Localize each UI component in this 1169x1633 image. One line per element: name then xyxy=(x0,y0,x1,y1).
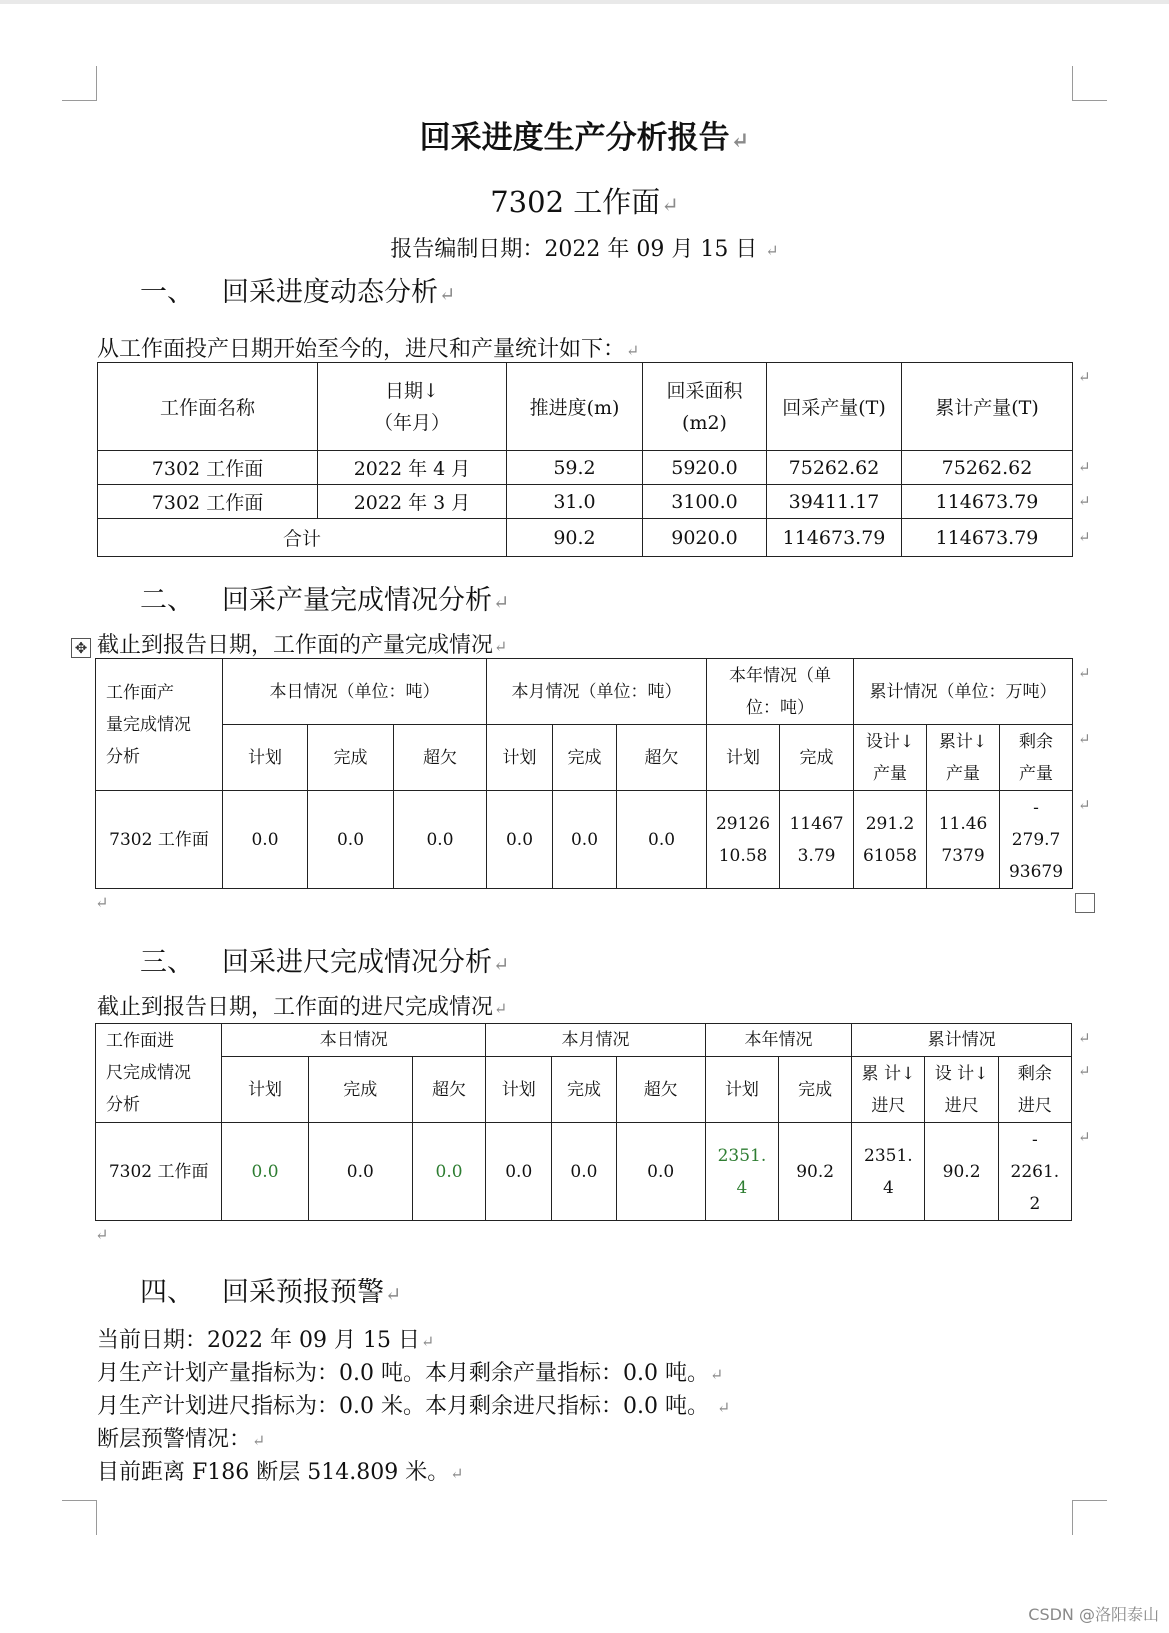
section2-intro: 截止到报告日期，工作面的产量完成情况↵ xyxy=(97,633,508,658)
cell: 90.2 xyxy=(779,1123,852,1221)
row-end-mark: ↵ xyxy=(1078,492,1091,510)
table-row xyxy=(96,1123,1072,1221)
sub-header: 累 计↓ 进尺 xyxy=(852,1057,925,1123)
header-cell: 回采面积 (m2) xyxy=(643,363,767,451)
margin-corner-mark xyxy=(62,66,97,101)
cell: 90.2 xyxy=(925,1123,998,1221)
cell: 0.0 xyxy=(617,791,707,889)
sub-header: 完成 xyxy=(552,1057,616,1123)
group-header: 本日情况 xyxy=(222,1024,486,1057)
group-header: 本年情况 xyxy=(705,1024,851,1057)
group-header: 累计情况（单位：万吨） xyxy=(854,659,1073,725)
cell: 2351. 4 xyxy=(852,1123,925,1221)
cell: - 2261. 2 xyxy=(998,1123,1071,1221)
cell: 114673.79 xyxy=(902,485,1073,519)
cell: 11467 3.79 xyxy=(780,791,854,889)
sub-header: 完成 xyxy=(780,725,854,791)
monthly-footage-line: 月生产计划进尺指标为：0.0 米。本月剩余进尺指标：0.0 吨。 ↵ xyxy=(97,1394,731,1419)
page-top-edge xyxy=(0,0,1169,4)
cell: 0.0 xyxy=(486,1123,552,1221)
sub-header: 完成 xyxy=(308,1057,412,1123)
sub-header: 计划 xyxy=(705,1057,778,1123)
group-header: 本年情况（单 位：吨） xyxy=(707,659,854,725)
empty-paragraph-mark: ↵ xyxy=(95,1225,109,1244)
sub-header: 超欠 xyxy=(394,725,487,791)
cell: 9020.0 xyxy=(643,519,767,557)
header-cell: 回采产量(T) xyxy=(767,363,902,451)
cell: 3100.0 xyxy=(643,485,767,519)
table-row xyxy=(98,485,1073,519)
cell: 0.0 xyxy=(487,791,553,889)
section3-heading: 三、 回采进尺完成情况分析↵ xyxy=(140,947,510,978)
sub-header: 超欠 xyxy=(617,725,707,791)
cell: 7302 工作面 xyxy=(98,451,318,485)
cell: 291.2 61058 xyxy=(854,791,927,889)
cell: 7302 工作面 xyxy=(98,485,318,519)
cell: 0.0 xyxy=(223,791,308,889)
cell: 0.0 xyxy=(616,1123,705,1221)
cell: 39411.17 xyxy=(767,485,902,519)
section3-intro: 截止到报告日期，工作面的进尺完成情况↵ xyxy=(97,995,508,1020)
cell: 0.0 xyxy=(222,1123,308,1221)
cell: 11.46 7379 xyxy=(927,791,1000,889)
cell: 7302 工作面 xyxy=(96,1123,222,1221)
sub-header: 计划 xyxy=(223,725,308,791)
row-end-mark: ↵ xyxy=(1078,664,1091,682)
sub-header: 超欠 xyxy=(616,1057,705,1123)
sub-header: 剩余 产量 xyxy=(1000,725,1073,791)
monthly-output-line: 月生产计划产量指标为：0.0 吨。本月剩余产量指标：0.0 吨。↵ xyxy=(97,1361,724,1386)
row-end-mark: ↵ xyxy=(1078,1062,1091,1080)
fault-distance-line: 目前距离 F186 断层 514.809 米。↵ xyxy=(97,1460,464,1485)
sub-header: 完成 xyxy=(553,725,617,791)
group-header: 本日情况（单位：吨） xyxy=(223,659,487,725)
cell: 7302 工作面 xyxy=(96,791,223,889)
document-title: 回采进度生产分析报告↵ xyxy=(419,120,750,156)
cell: 29126 10.58 xyxy=(707,791,780,889)
sub-header: 设计↓ 产量 xyxy=(854,725,927,791)
margin-corner-mark xyxy=(1072,66,1107,101)
fault-warning-label: 断层预警情况：↵ xyxy=(97,1427,266,1452)
header-cell: 日期↓ （年月） xyxy=(318,363,507,451)
header-cell: 累计产量(T) xyxy=(902,363,1073,451)
watermark: CSDN @洛阳泰山 xyxy=(1028,1605,1159,1624)
row-end-mark: ↵ xyxy=(1078,458,1091,476)
table-row xyxy=(96,791,1073,889)
cell: 合计 xyxy=(98,519,507,557)
cell: 31.0 xyxy=(507,485,643,519)
margin-corner-mark xyxy=(1072,1500,1107,1535)
progress-table xyxy=(97,362,1073,557)
sub-header: 累计↓ 产量 xyxy=(927,725,1000,791)
cell: 0.0 xyxy=(394,791,487,889)
row-end-mark: ↵ xyxy=(1078,528,1091,546)
cell: 0.0 xyxy=(553,791,617,889)
cell: 90.2 xyxy=(507,519,643,557)
cell: 59.2 xyxy=(507,451,643,485)
footage-completion-table xyxy=(95,1023,1072,1221)
cell: 114673.79 xyxy=(902,519,1073,557)
sub-header: 计划 xyxy=(222,1057,308,1123)
cell: 2022 年 3 月 xyxy=(318,485,507,519)
section4-heading: 四、 回采预报预警↵ xyxy=(140,1277,402,1308)
corner-header: 工作面进 尺完成情况 分析 xyxy=(96,1024,222,1123)
sub-header: 完成 xyxy=(779,1057,852,1123)
section2-heading: 二、 回采产量完成情况分析↵ xyxy=(140,585,510,616)
cell: - 279.7 93679 xyxy=(1000,791,1073,889)
cell: 2022 年 4 月 xyxy=(318,451,507,485)
cell: 5920.0 xyxy=(643,451,767,485)
section1-heading: 一、 回采进度动态分析↵ xyxy=(140,277,456,308)
margin-corner-mark xyxy=(62,1500,97,1535)
empty-paragraph-mark: ↵ xyxy=(95,893,109,912)
cell: 75262.62 xyxy=(902,451,1073,485)
group-header: 本月情况 xyxy=(486,1024,706,1057)
cell: 0.0 xyxy=(552,1123,616,1221)
sub-header: 设 计↓ 进尺 xyxy=(925,1057,998,1123)
sub-header: 计划 xyxy=(487,725,553,791)
sub-header: 计划 xyxy=(707,725,780,791)
sub-header: 完成 xyxy=(308,725,394,791)
row-end-mark: ↵ xyxy=(1078,368,1091,386)
table-row xyxy=(98,451,1073,485)
group-header: 本月情况（单位：吨） xyxy=(487,659,707,725)
cell: 0.0 xyxy=(308,791,394,889)
table-move-icon[interactable]: ✥ xyxy=(71,638,91,658)
cell: 0.0 xyxy=(412,1123,485,1221)
document-subtitle: 7302 工作面↵ xyxy=(490,185,679,219)
sub-header: 超欠 xyxy=(412,1057,485,1123)
table-resize-icon[interactable] xyxy=(1075,893,1095,913)
cell: 114673.79 xyxy=(767,519,902,557)
output-completion-table xyxy=(95,658,1073,889)
cell: 0.0 xyxy=(308,1123,412,1221)
corner-header: 工作面产 量完成情况 分析 xyxy=(96,659,223,791)
sub-header: 计划 xyxy=(486,1057,552,1123)
row-end-mark: ↵ xyxy=(1078,1029,1091,1047)
report-date: 报告编制日期：2022 年 09 月 15 日 ↵ xyxy=(390,237,779,262)
section1-intro: 从工作面投产日期开始至今的，进尺和产量统计如下：↵ xyxy=(97,337,640,362)
cell: 2351. 4 xyxy=(705,1123,778,1221)
sub-header: 剩余 进尺 xyxy=(998,1057,1071,1123)
header-cell: 工作面名称 xyxy=(98,363,318,451)
row-end-mark: ↵ xyxy=(1078,1128,1091,1146)
row-end-mark: ↵ xyxy=(1078,730,1091,748)
header-cell: 推进度(m) xyxy=(507,363,643,451)
current-date-line: 当前日期：2022 年 09 月 15 日↵ xyxy=(97,1328,435,1353)
total-row xyxy=(98,519,1073,557)
cell: 75262.62 xyxy=(767,451,902,485)
row-end-mark: ↵ xyxy=(1078,796,1091,814)
group-header: 累计情况 xyxy=(852,1024,1072,1057)
